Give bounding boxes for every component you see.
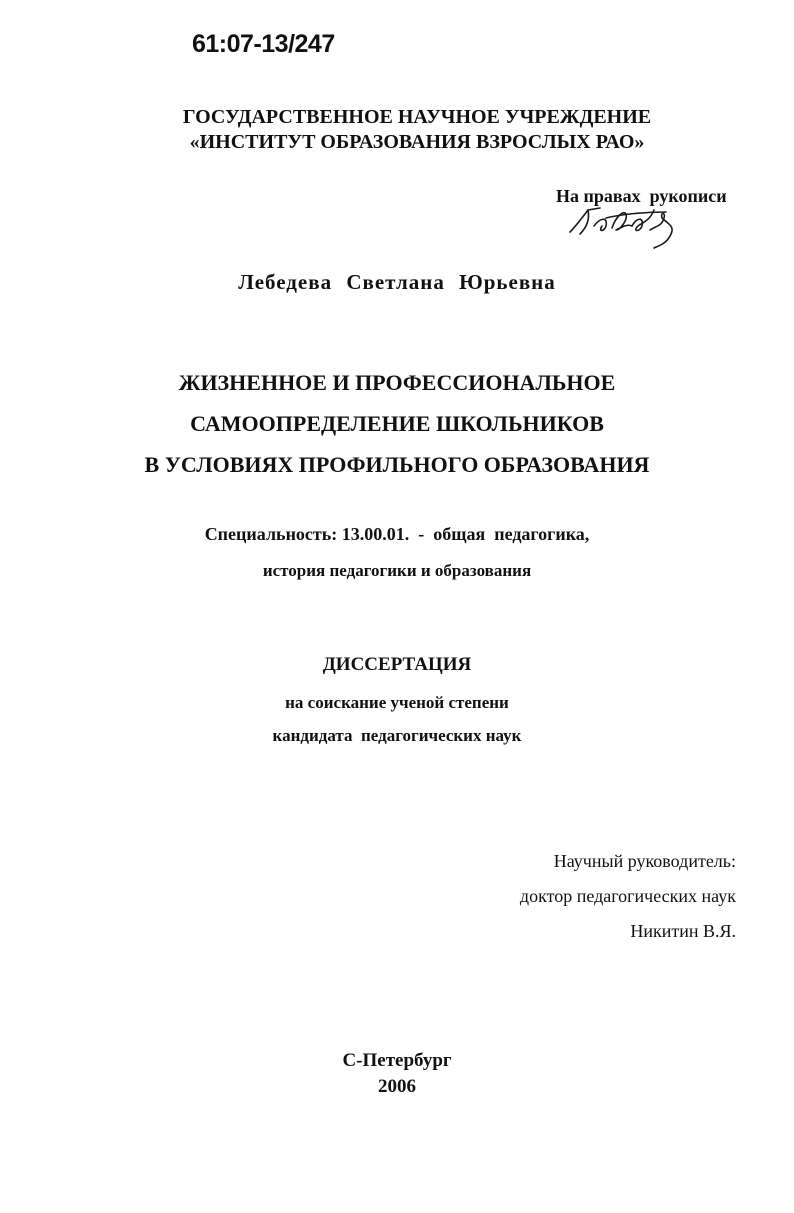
dissertation-title-line-2: САМООПРЕДЕЛЕНИЕ ШКОЛЬНИКОВ	[190, 411, 604, 436]
handwritten-signature	[566, 196, 686, 252]
city: С-Петербург	[342, 1050, 452, 1071]
specialty-line-2: история педагогики и образования	[262, 561, 532, 580]
institution-line-1: ГОСУДАРСТВЕННОЕ НАУЧНОЕ УЧРЕЖДЕНИЕ	[182, 106, 652, 128]
year: 2006	[378, 1076, 416, 1097]
advisor-name: Никитин В.Я.	[630, 921, 736, 941]
degree-line-2: кандидата педагогических наук	[272, 726, 522, 745]
advisor-label: Научный руководитель:	[553, 851, 736, 871]
advisor-degree: доктор педагогических наук	[519, 886, 736, 906]
dissertation-title-line-1: ЖИЗНЕННОЕ И ПРОФЕССИОНАЛЬНОЕ	[178, 370, 616, 395]
dissertation-title-line-3: В УСЛОВИЯХ ПРОФИЛЬНОГО ОБРАЗОВАНИЯ	[144, 452, 650, 477]
degree-line-1: на соискание ученой степени	[285, 693, 509, 712]
institution-line-2: «ИНСТИТУТ ОБРАЗОВАНИЯ ВЗРОСЛЫХ РАО»	[189, 131, 645, 153]
catalog-code: 61:07-13/247	[192, 30, 335, 58]
specialty-line-1: Специальность: 13.00.01. - общая педагогика,	[204, 524, 590, 544]
manuscript-rights-note: На правах рукописи	[556, 186, 727, 206]
author-name: Лебедева Светлана Юрьевна	[238, 270, 556, 294]
dissertation-heading: ДИССЕРТАЦИЯ	[322, 654, 472, 675]
